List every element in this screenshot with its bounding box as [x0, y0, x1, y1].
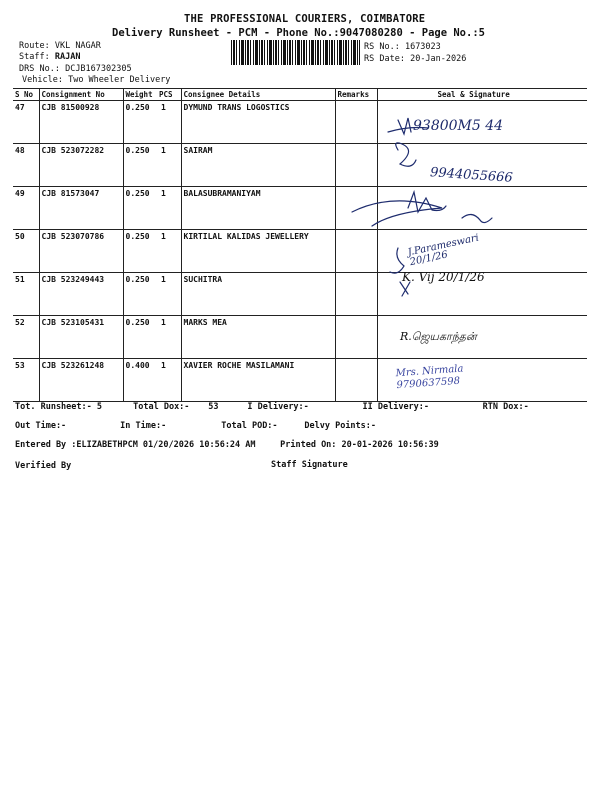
- row-weight: 0.250: [123, 187, 159, 230]
- signature-53: Mrs. Nirmala 9790637598: [395, 363, 464, 392]
- row-signature: [377, 187, 587, 230]
- row-remarks: [335, 101, 377, 144]
- row-remarks: [335, 230, 377, 273]
- row-weight: 0.250: [123, 316, 159, 359]
- row-consignment: CJB 81573047: [39, 187, 123, 230]
- row-remarks: [335, 144, 377, 187]
- row-remarks: [335, 273, 377, 316]
- row-weight: 0.400: [123, 359, 159, 402]
- row-consignee: XAVIER ROCHE MASILAMANI: [181, 359, 335, 402]
- row-consignment: CJB 81500928: [39, 101, 123, 144]
- col-remarks: Remarks: [335, 89, 377, 101]
- row-consignee: MARKS MEA: [181, 316, 335, 359]
- row-sno: 51: [13, 273, 39, 316]
- in-time: In Time:-: [120, 421, 167, 431]
- ii-delivery: II Delivery:-: [362, 402, 430, 412]
- col-signature: Seal & Signature: [377, 89, 587, 101]
- row-remarks: [335, 359, 377, 402]
- row-pcs: 1: [159, 101, 181, 144]
- staff-signature: Staff Signature: [271, 460, 348, 470]
- row-consignment: CJB 523070786: [39, 230, 123, 273]
- i-delivery: I Delivery:-: [247, 402, 309, 412]
- row-consignment: CJB 523105431: [39, 316, 123, 359]
- signature-48: 9944055666: [429, 165, 514, 186]
- signature-50: J.Parameswari 20/1/26: [406, 232, 480, 269]
- rs-date-line: [364, 54, 466, 64]
- rs-no-label: RS No.:: [364, 42, 400, 52]
- out-time: Out Time:-: [15, 421, 67, 431]
- drs-value: DCJB167302305: [65, 64, 132, 74]
- table-row: [13, 316, 587, 359]
- total-dox-value: 53: [208, 402, 219, 412]
- rs-date-value: 20-Jan-2026: [410, 54, 467, 64]
- table-header-row: [13, 89, 587, 101]
- signature-52: R.ஜெயகாந்தன்: [400, 330, 477, 343]
- rs-date-label: RS Date:: [364, 54, 405, 64]
- col-pcs: PCS: [159, 89, 181, 101]
- table-row: [13, 273, 587, 316]
- drs-label: DRS No.:: [19, 64, 60, 74]
- vehicle-line: [22, 75, 170, 85]
- row-sno: 48: [13, 144, 39, 187]
- row-consignee: SAIRAM: [181, 144, 335, 187]
- total-pod: Total POD:-: [221, 421, 278, 431]
- row-consignee: BALASUBRAMANIYAM: [181, 187, 335, 230]
- staff-line: [19, 52, 80, 62]
- entered-by: Entered By :ELIZABETHPCM 01/20/2026 10:56:24 AM: [15, 440, 256, 450]
- route-value: VKL NAGAR: [54, 41, 101, 51]
- row-weight: 0.250: [123, 230, 159, 273]
- table-row: [13, 187, 587, 230]
- row-pcs: 1: [159, 187, 181, 230]
- col-consignment: Consignment No: [39, 89, 123, 101]
- signature-47: 93800M5 44: [413, 118, 504, 134]
- row-consignee: KIRTILAL KALIDAS JEWELLERY: [181, 230, 335, 273]
- runsheet-subtitle: Delivery Runsheet - PCM - Phone No.:9047080280 - Page No.:5: [112, 27, 485, 39]
- row-weight: 0.250: [123, 144, 159, 187]
- footer-line-3: [15, 440, 439, 450]
- footer-line-1: [15, 402, 529, 412]
- col-weight: Weight: [123, 89, 159, 101]
- row-consignment: CJB 523261248: [39, 359, 123, 402]
- total-dox-label: Total Dox:-: [133, 402, 190, 412]
- printed-on: Printed On: 20-01-2026 10:56:39: [280, 440, 439, 450]
- row-remarks: [335, 316, 377, 359]
- row-consignee: SUCHITRA: [181, 273, 335, 316]
- row-sno: 50: [13, 230, 39, 273]
- row-remarks: [335, 187, 377, 230]
- rtn-dox: RTN Dox:-: [482, 402, 529, 412]
- company-title: THE PROFESSIONAL COURIERS, COIMBATORE: [184, 13, 426, 25]
- staff-label: Staff:: [19, 52, 50, 62]
- staff-value: RAJAN: [54, 52, 81, 62]
- row-consignee: DYMUND TRANS LOGOSTICS: [181, 101, 335, 144]
- tot-runsheet: Tot. Runsheet:- 5: [15, 402, 102, 412]
- signature-51: K. Vij 20/1/26: [402, 270, 485, 284]
- drs-line: [19, 64, 132, 74]
- rs-no-value: 1673023: [404, 42, 441, 52]
- row-pcs: 1: [159, 230, 181, 273]
- col-sno: S No: [13, 89, 39, 101]
- row-consignment: CJB 523249443: [39, 273, 123, 316]
- delvy-points: Delvy Points:-: [304, 421, 377, 431]
- row-pcs: 1: [159, 144, 181, 187]
- col-consignee: Consignee Details: [181, 89, 335, 101]
- row-sno: 49: [13, 187, 39, 230]
- route-label: Route:: [19, 41, 50, 51]
- row-consignment: CJB 523072282: [39, 144, 123, 187]
- row-sno: 53: [13, 359, 39, 402]
- verified-by: Verified By: [15, 461, 72, 471]
- row-pcs: 1: [159, 273, 181, 316]
- row-weight: 0.250: [123, 273, 159, 316]
- vehicle-value: Two Wheeler Delivery: [68, 75, 171, 85]
- row-pcs: 1: [159, 316, 181, 359]
- vehicle-label: Vehicle:: [22, 75, 63, 85]
- row-pcs: 1: [159, 359, 181, 402]
- rs-no-line: [364, 42, 441, 52]
- row-sno: 52: [13, 316, 39, 359]
- route-line: [19, 41, 101, 51]
- footer-line-2: [15, 421, 376, 431]
- row-sno: 47: [13, 101, 39, 144]
- row-weight: 0.250: [123, 101, 159, 144]
- barcode: [231, 40, 360, 65]
